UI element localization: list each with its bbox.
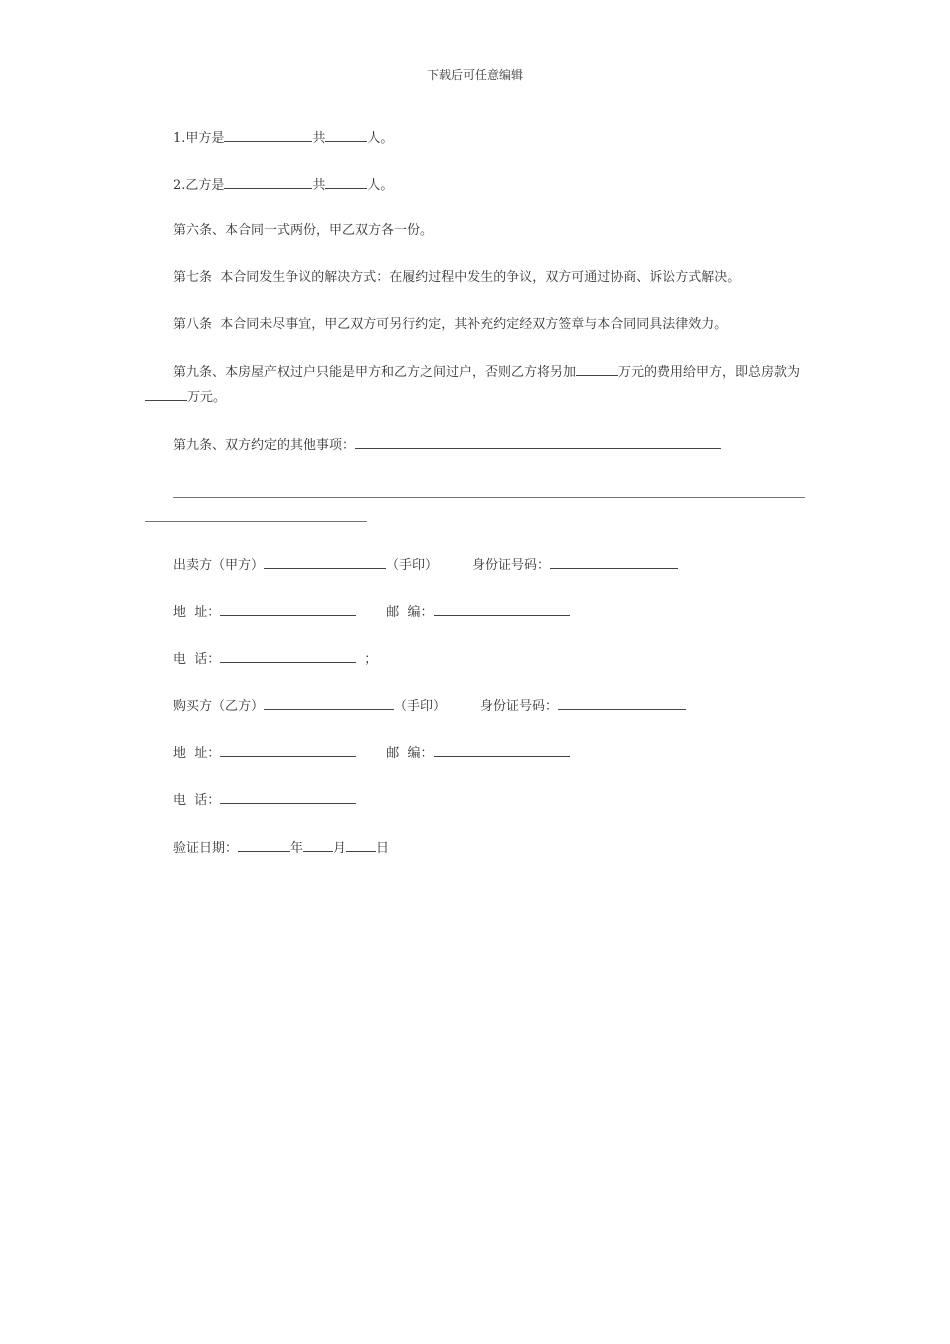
party-a-suffix: 人。 bbox=[367, 131, 394, 146]
buyer-label: 购买方（乙方） bbox=[173, 699, 265, 714]
verify-month-label: 月 bbox=[333, 841, 347, 856]
article-9b-line bbox=[173, 435, 721, 455]
verify-day-label: 日 bbox=[376, 841, 390, 856]
seller-phone-line bbox=[173, 649, 377, 669]
buyer-name-blank[interactable] bbox=[264, 696, 394, 710]
buyer-address-blank[interactable] bbox=[220, 743, 356, 757]
article-9-part2: 万元的费用给甲方，即总房款为 bbox=[618, 365, 801, 380]
article-7: 第七条 本合同发生争议的解决方式：在履约过程中发生的争议，双方可通过协商、诉讼方式解决。 bbox=[173, 270, 741, 285]
seller-name-blank[interactable] bbox=[264, 555, 386, 569]
verify-day-blank[interactable] bbox=[346, 838, 376, 852]
party-a-prefix: 1.甲方是 bbox=[173, 131, 225, 146]
total-price-blank[interactable] bbox=[145, 387, 187, 401]
seller-phone-blank[interactable] bbox=[220, 649, 356, 663]
buyer-id-blank[interactable] bbox=[558, 696, 686, 710]
seller-zip-blank[interactable] bbox=[434, 602, 570, 616]
article-9b-label: 第九条、双方约定的其他事项： bbox=[173, 438, 356, 453]
seller-line bbox=[173, 555, 678, 575]
seller-id-label: 身份证号码： bbox=[472, 558, 551, 573]
buyer-phone-line bbox=[173, 790, 356, 810]
party-a-mid: 共 bbox=[312, 131, 326, 146]
other-matters-line-2[interactable] bbox=[173, 497, 805, 498]
seller-phone-label: 电 话： bbox=[173, 652, 221, 667]
verify-month-blank[interactable] bbox=[303, 838, 333, 852]
seller-id-blank[interactable] bbox=[550, 555, 678, 569]
buyer-address-line bbox=[173, 743, 570, 763]
seller-phone-tail: ； bbox=[364, 652, 378, 667]
buyer-line bbox=[173, 696, 686, 716]
seller-address-label: 地 址： bbox=[173, 605, 221, 620]
party-a-name-blank[interactable] bbox=[224, 128, 312, 142]
party-a-count-blank[interactable] bbox=[325, 128, 367, 142]
buyer-zip-blank[interactable] bbox=[434, 743, 570, 757]
article-9-paragraph bbox=[145, 360, 807, 410]
buyer-id-label: 身份证号码： bbox=[480, 699, 559, 714]
buyer-phone-label: 电 话： bbox=[173, 793, 221, 808]
buyer-address-label: 地 址： bbox=[173, 746, 221, 761]
verify-year-blank[interactable] bbox=[238, 838, 290, 852]
seller-seal: （手印） bbox=[386, 558, 439, 573]
page-header: 下载后可任意编辑 bbox=[426, 68, 523, 82]
article-9-part3: 万元。 bbox=[187, 390, 227, 405]
other-matters-blank[interactable] bbox=[355, 435, 721, 449]
party-b-prefix: 2.乙方是 bbox=[173, 178, 225, 193]
article-9-part1: 第九条、本房屋产权过户只能是甲方和乙方之间过户，否则乙方将另加 bbox=[173, 365, 577, 380]
extra-fee-blank[interactable] bbox=[576, 362, 618, 376]
seller-address-blank[interactable] bbox=[220, 602, 356, 616]
verify-date-line bbox=[173, 838, 389, 858]
article-6: 第六条、本合同一式两份，甲乙双方各一份。 bbox=[173, 223, 434, 238]
party-b-count-blank[interactable] bbox=[325, 175, 367, 189]
seller-label: 出卖方（甲方） bbox=[173, 558, 265, 573]
party-a-line bbox=[173, 128, 393, 148]
verify-year-label: 年 bbox=[290, 841, 304, 856]
party-b-name-blank[interactable] bbox=[224, 175, 312, 189]
other-matters-line-3[interactable] bbox=[145, 521, 367, 522]
article-8: 第八条 本合同未尽事宜，甲乙双方可另行约定，其补充约定经双方签章与本合同同具法律效力。 bbox=[173, 317, 728, 332]
seller-zip-label: 邮 编： bbox=[386, 605, 434, 620]
buyer-zip-label: 邮 编： bbox=[386, 746, 434, 761]
party-b-suffix: 人。 bbox=[367, 178, 394, 193]
buyer-phone-blank[interactable] bbox=[220, 790, 356, 804]
party-b-mid: 共 bbox=[312, 178, 326, 193]
verify-label: 验证日期： bbox=[173, 841, 239, 856]
seller-address-line bbox=[173, 602, 570, 622]
buyer-seal: （手印） bbox=[394, 699, 447, 714]
party-b-line bbox=[173, 175, 393, 195]
